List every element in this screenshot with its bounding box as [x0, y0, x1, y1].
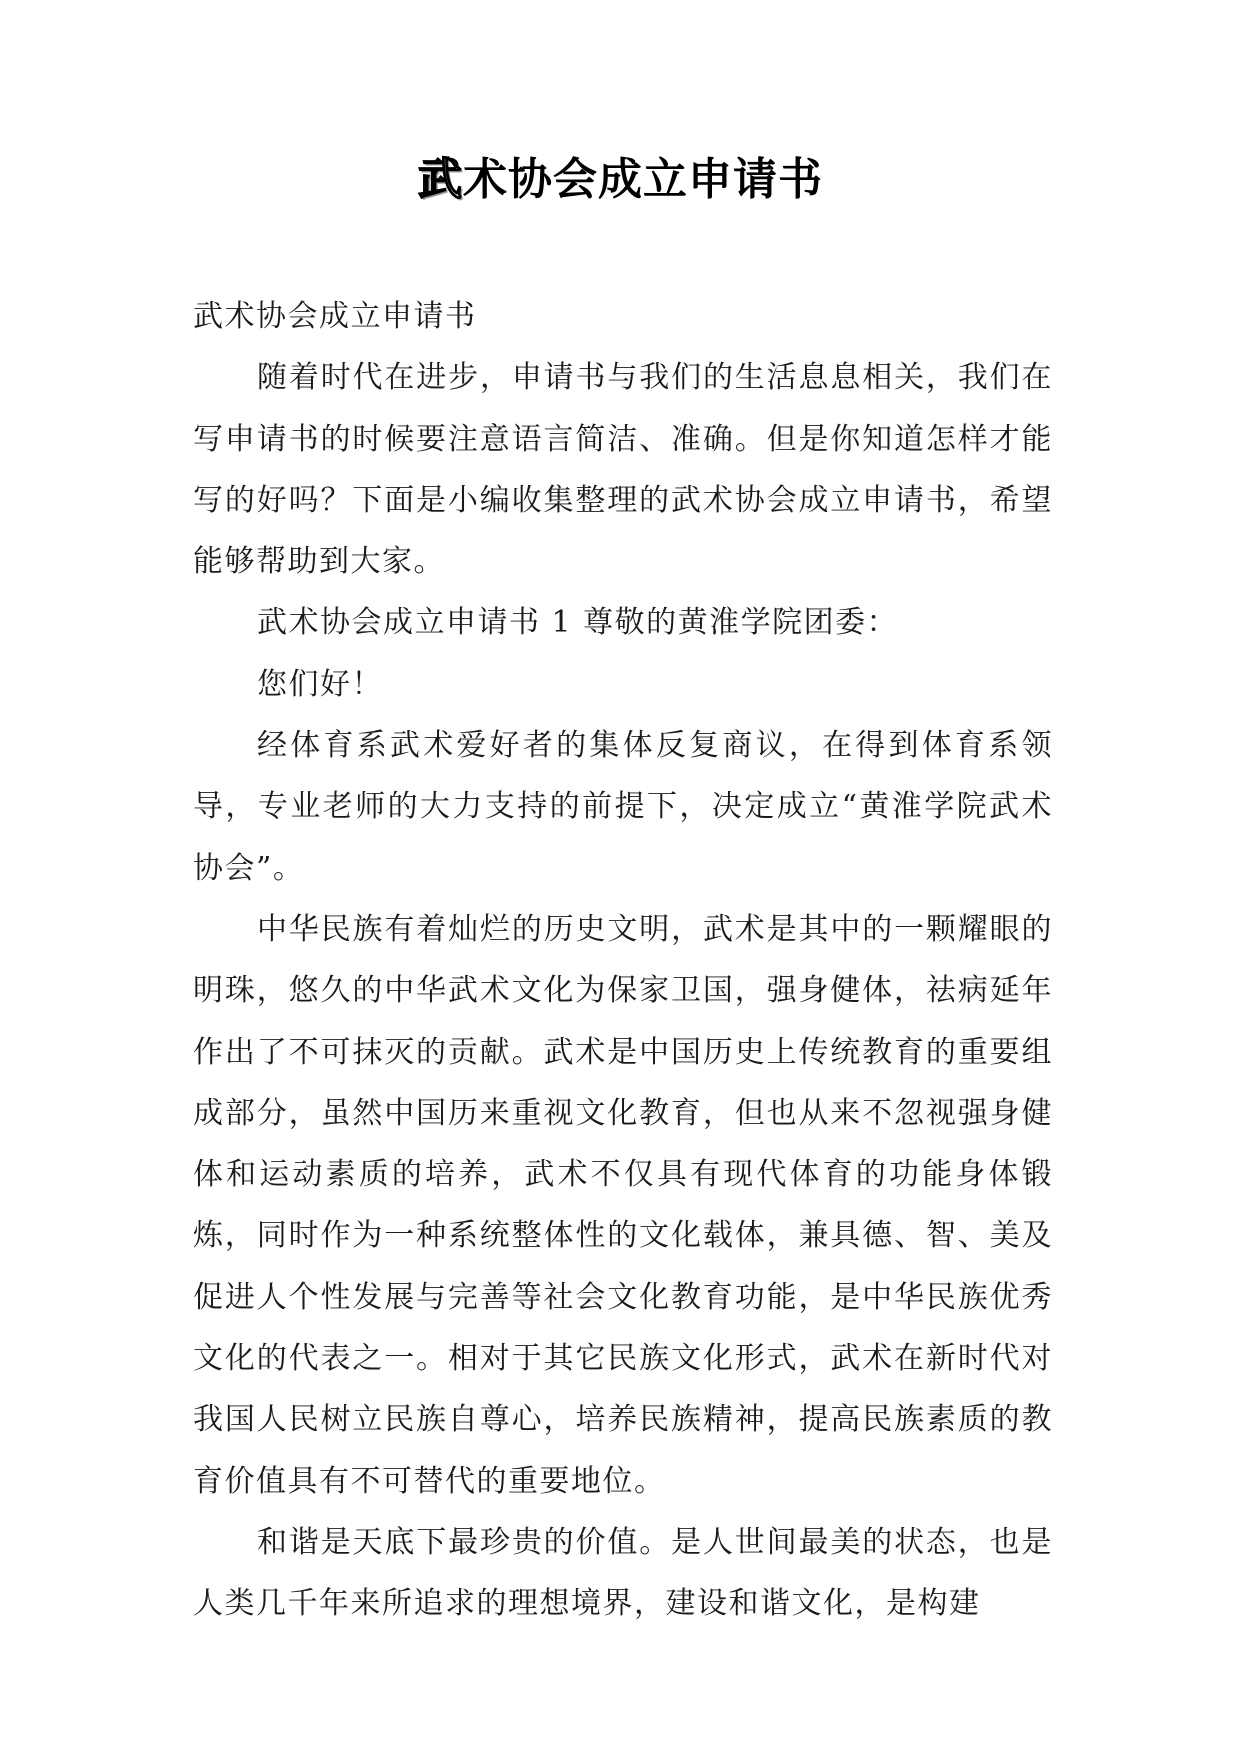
paragraph-salutation: 武术协会成立申请书 1 尊敬的黄淮学院团委：: [257, 605, 899, 641]
document-body: [193, 286, 1053, 1635]
paragraph: 随着时代在进步，申请书与我们的生活息息相关，我们在写申请书的时候要注意语言简洁、准确。但是你知道怎样才能写的好吗？下面是小编收集整理的武术协会成立申请书，希望能够帮助到大家。: [193, 360, 1053, 580]
paragraph-greeting: 您们好！: [257, 666, 383, 702]
title-rest: 术协会成立申请书: [463, 154, 823, 205]
title-first-char: 武: [418, 154, 463, 205]
paragraph: 经体育系武术爱好者的集体反复商议，在得到体育系领导，专业老师的大力支持的前提下，决定成立“黄淮学院武术协会”。: [193, 728, 1053, 886]
document-title: [0, 150, 1241, 210]
paragraph: 中华民族有着灿烂的历史文明，武术是其中的一颗耀眼的明珠，悠久的中华武术文化为保家卫国，强身健体，祛病延年作出了不可抹灭的贡献。武术是中国历史上传统教育的重要组成部分，虽然中国历来重视文化教育，但也从来不忽视强身健体和运动素质的培养，武术不仅具有现代体育的功能身体锻炼，同时作为一种系统整体性的文化载体，兼具德、智、美及促进人个性发展与完善等社会文化教育功能，是中华民族优秀文化的代表之一。相对于其它民族文化形式，武术在新时代对我国人民树立民族自尊心，培养民族精神，提高民族素质的教育价值具有不可替代的重要地位。: [193, 911, 1053, 1499]
paragraph-heading: 武术协会成立申请书: [193, 299, 477, 334]
paragraph: 和谐是天底下最珍贵的价值。是人世间最美的状态，也是人类几千年来所追求的理想境界，建设和谐文化，是构建: [193, 1524, 1053, 1622]
